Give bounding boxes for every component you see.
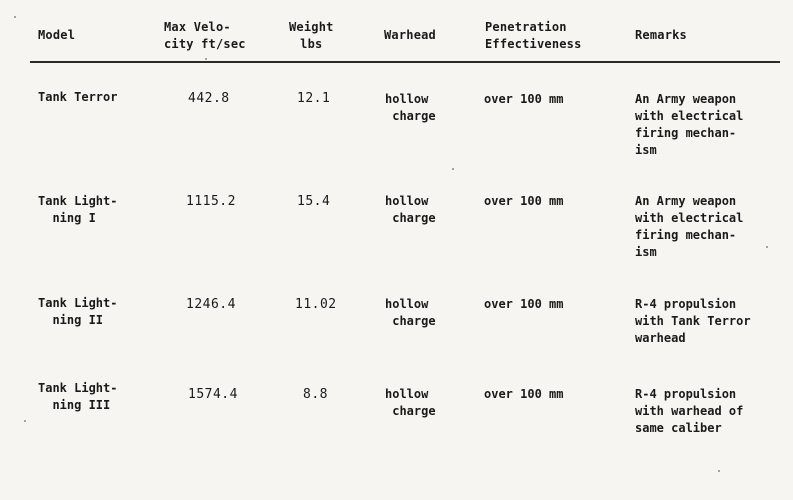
row-2-remarks: An Army weapon with electrical firing mechan- ism: [635, 194, 744, 259]
header-max-velocity: Max Velo- city ft/sec: [164, 20, 246, 51]
header-warhead: Warhead: [384, 28, 436, 42]
row-4-model: Tank Light- ning III: [38, 381, 118, 412]
header-weight: Weight lbs: [289, 20, 334, 51]
header-rule: [30, 61, 780, 63]
row-3-penetration: over 100 mm: [484, 297, 564, 311]
scan-speck: [24, 420, 26, 422]
row-2-warhead: hollow charge: [385, 194, 436, 225]
row-1-penetration: over 100 mm: [484, 92, 564, 106]
row-4-penetration: over 100 mm: [484, 387, 564, 401]
row-3-weight: 11.02: [295, 297, 337, 312]
scan-speck: [718, 470, 720, 472]
header-model: Model: [38, 28, 76, 42]
row-3-remarks: R-4 propulsion with Tank Terror warhead: [635, 297, 751, 345]
scan-speck: [14, 16, 16, 18]
row-2-velocity: 1115.2: [186, 194, 236, 209]
row-1-weight: 12.1: [297, 91, 331, 106]
row-2-penetration: over 100 mm: [484, 194, 564, 208]
row-4-weight: 8.8: [303, 387, 328, 402]
row-2-weight: 15.4: [297, 194, 331, 209]
header-penetration: Penetration Effectiveness: [485, 20, 582, 51]
scan-speck: [452, 168, 454, 170]
header-remarks: Remarks: [635, 28, 687, 42]
row-1-velocity: 442.8: [188, 91, 230, 106]
row-2-model: Tank Light- ning I: [38, 194, 118, 225]
row-4-velocity: 1574.4: [188, 387, 238, 402]
row-4-remarks: R-4 propulsion with warhead of same caliber: [635, 387, 744, 435]
row-4-warhead: hollow charge: [385, 387, 436, 418]
scan-speck: [205, 58, 207, 60]
scan-speck: [766, 246, 768, 248]
row-1-warhead: hollow charge: [385, 92, 436, 123]
row-3-model: Tank Light- ning II: [38, 296, 118, 327]
row-1-remarks: An Army weapon with electrical firing mechan- ism: [635, 92, 744, 157]
row-3-velocity: 1246.4: [186, 297, 236, 312]
row-1-model: Tank Terror: [38, 90, 118, 104]
row-3-warhead: hollow charge: [385, 297, 436, 328]
